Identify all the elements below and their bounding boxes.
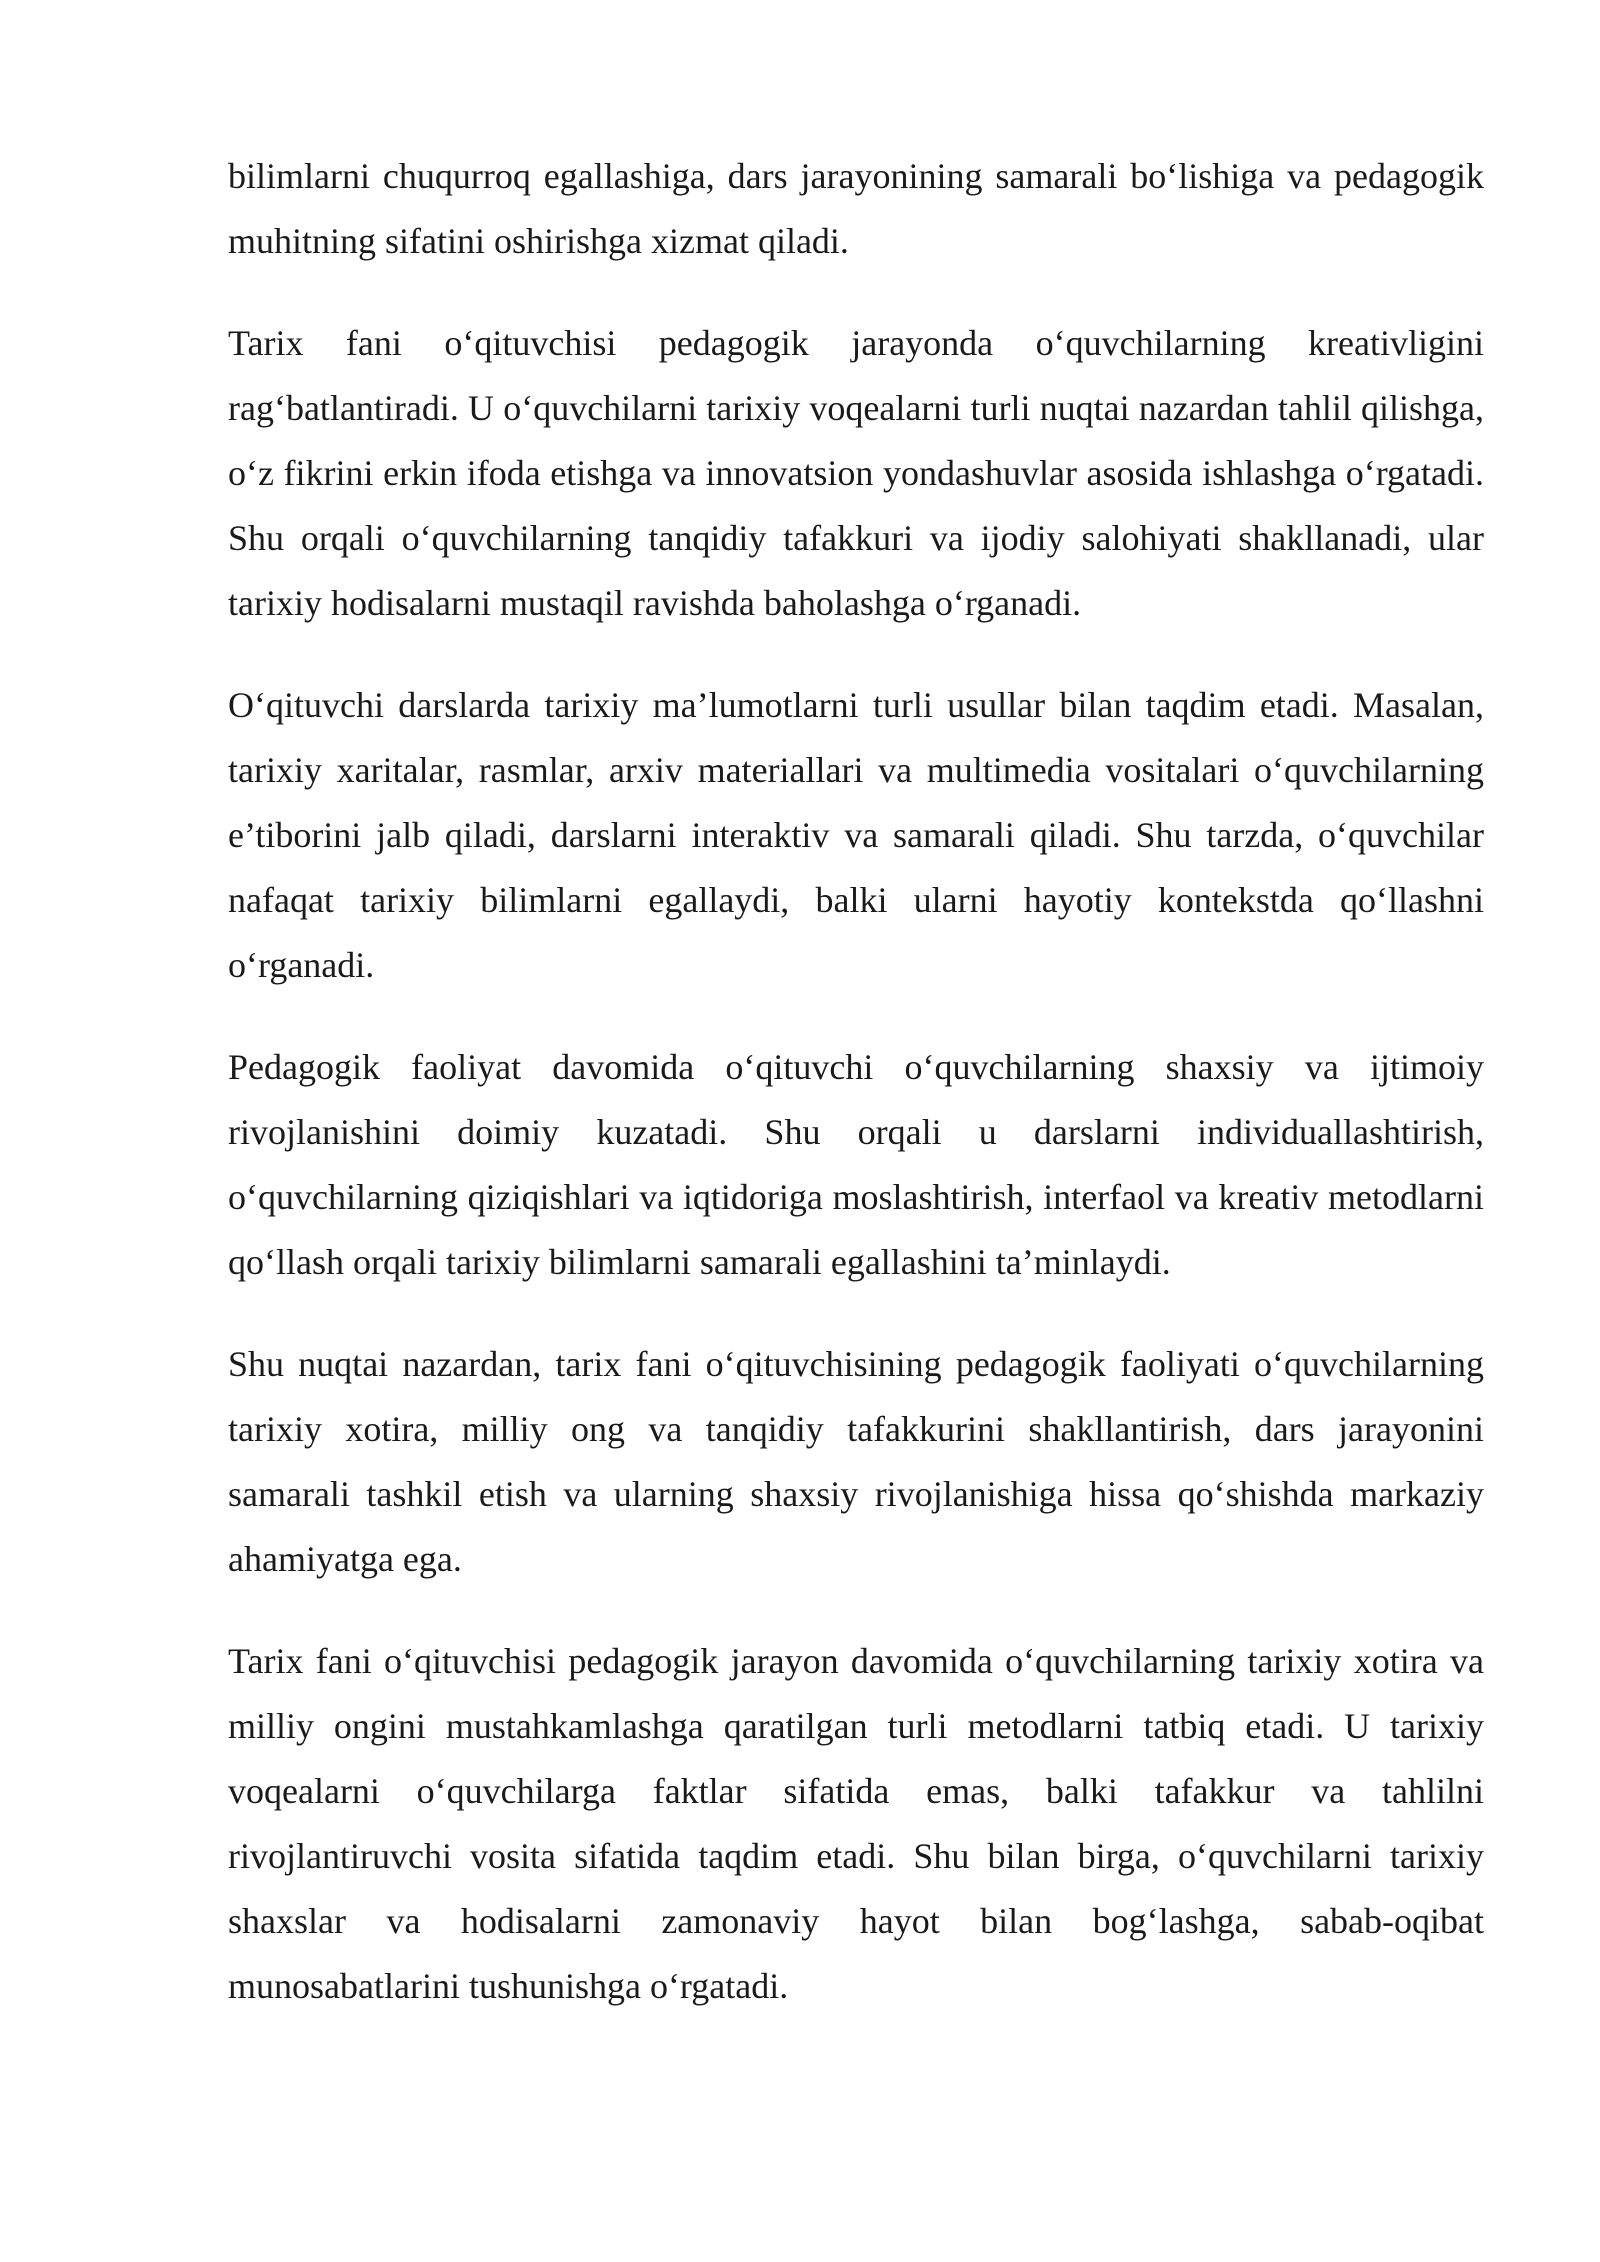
paragraph: O‘qituvchi darslarda tarixiy ma’lumotlarni turli usullar bilan taqdim etadi. Masalan, tarixiy xaritalar, rasmlar, arxiv materiallari va multimedia vositalari o‘quvchilarning e’tiborini jalb qiladi, darslarni interaktiv va samarali qiladi. Shu tarzda, o‘quvchilar nafaqat tarixiy bilimlarni egallaydi, balki ularni hayotiy kontekstda qo‘llashni o‘rganadi. xyxy=(228,685,1484,985)
document-body xyxy=(228,144,1484,2019)
paragraph: Tarix fani o‘qituvchisi pedagogik jarayon davomida o‘quvchilarning tarixiy xotira va milliy ongini mustahkamlashga qaratilgan turli metodlarni tatbiq etadi. U tarixiy voqealarni o‘quvchilarga faktlar sifatida emas, balki tafakkur va tahlilni rivojlantiruvchi vosita sifatida taqdim etadi. Shu bilan birga, o‘quvchilarni tarixiy shaxslar va hodisalarni zamonaviy hayot bilan bog‘lashga, sabab-oqibat munosabatlarini tushunishga o‘rgatadi. xyxy=(228,1641,1484,2006)
paragraph: bilimlarni chuqurroq egallashiga, dars jarayonining samarali bo‘lishiga va pedagogik muhitning sifatini oshirishga xizmat qiladi. xyxy=(228,156,1484,261)
paragraph: Pedagogik faoliyat davomida o‘qituvchi o‘quvchilarning shaxsiy va ijtimoiy rivojlanishini doimiy kuzatadi. Shu orqali u darslarni individuallashtirish, o‘quvchilarning qiziqishlari va iqtidoriga moslashtirish, interfaol va kreativ metodlarni qo‘llash orqali tarixiy bilimlarni samarali egallashini ta’minlaydi. xyxy=(228,1047,1484,1282)
paragraph: Shu nuqtai nazardan, tarix fani o‘qituvchisining pedagogik faoliyati o‘quvchilarning tarixiy xotira, milliy ong va tanqidiy tafakkurini shakllantirish, dars jarayonini samarali tashkil etish va ularning shaxsiy rivojlanishiga hissa qo‘shishda markaziy ahamiyatga ega. xyxy=(228,1344,1484,1579)
paragraph: Tarix fani o‘qituvchisi pedagogik jarayonda o‘quvchilarning kreativligini rag‘batlantiradi. U o‘quvchilarni tarixiy voqealarni turli nuqtai nazardan tahlil qilishga, o‘z fikrini erkin ifoda etishga va innovatsion yondashuvlar asosida ishlashga o‘rgatadi. Shu orqali o‘quvchilarning tanqidiy tafakkuri va ijodiy salohiyati shakllanadi, ular tarixiy hodisalarni mustaqil ravishda baholashga o‘rganadi. xyxy=(228,323,1484,623)
